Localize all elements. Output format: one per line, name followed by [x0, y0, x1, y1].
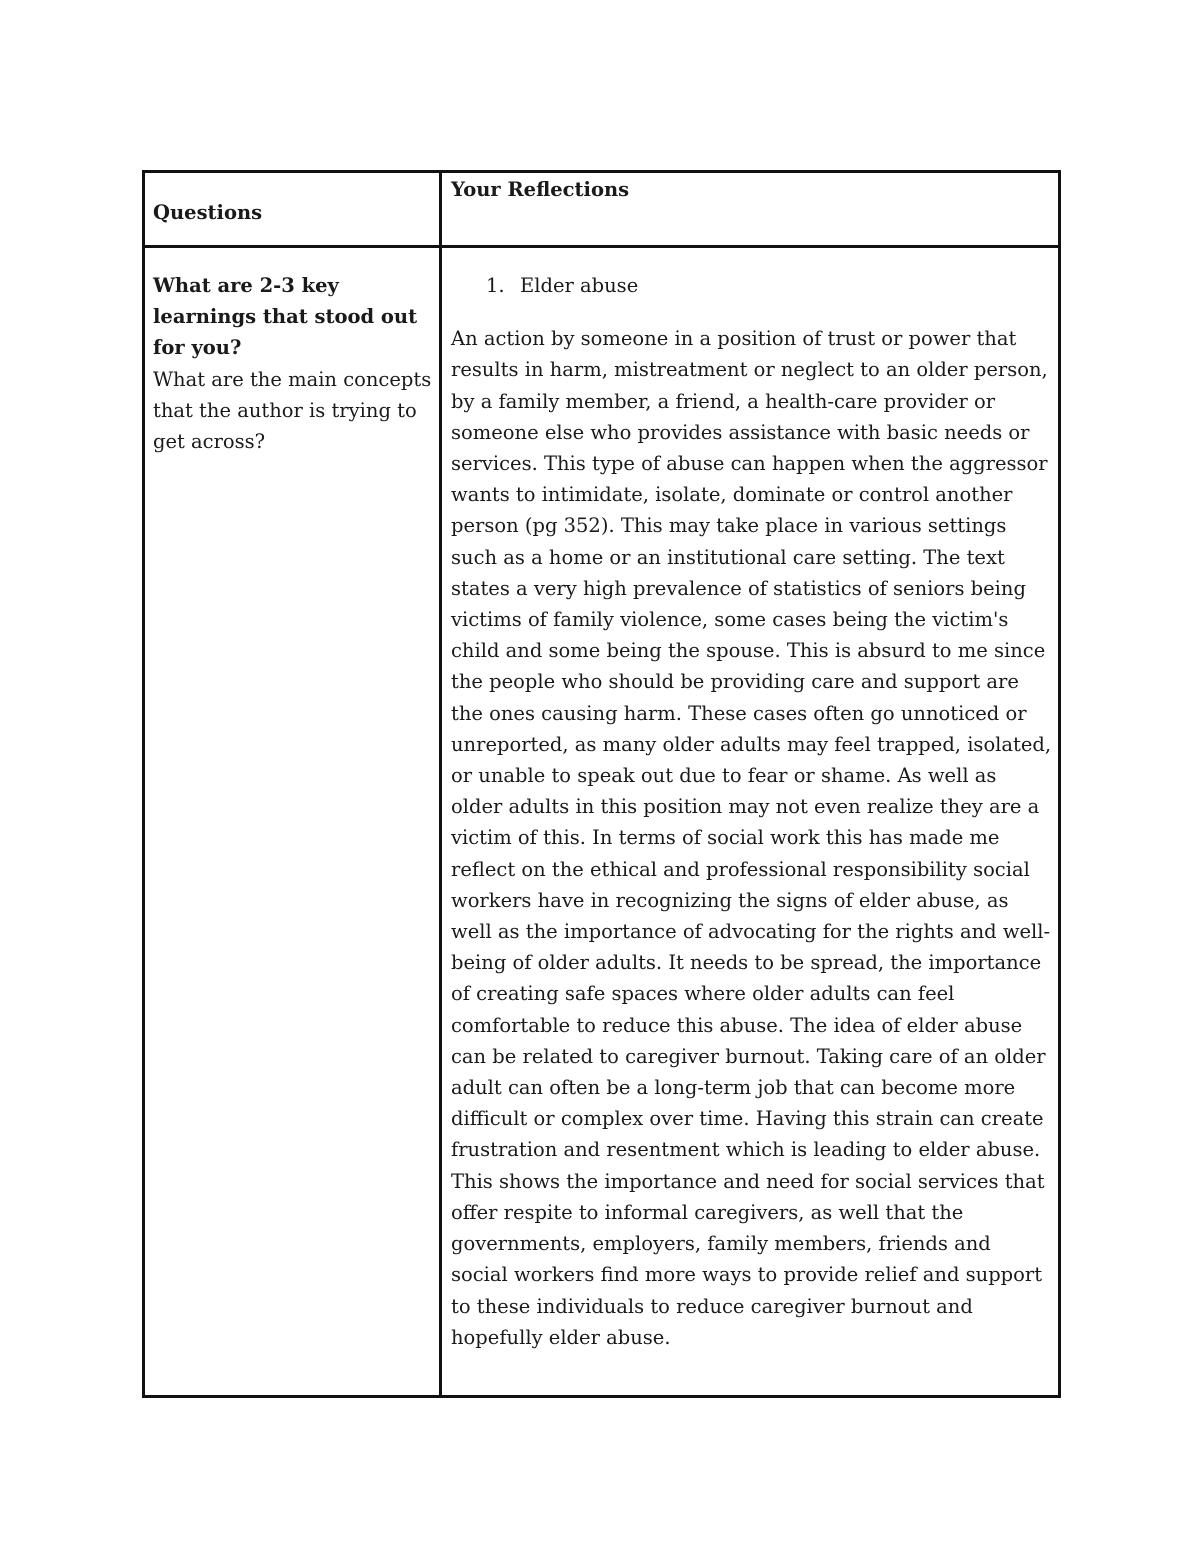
questions-header: Questions: [153, 201, 263, 224]
list-number: 1.: [486, 274, 505, 297]
reflection-table: [142, 170, 1061, 1398]
reflections-header: Your Reflections: [451, 178, 630, 201]
list-item: [451, 270, 1053, 301]
column-divider: [439, 173, 442, 1395]
question-cell: [153, 270, 437, 457]
reflection-cell: [451, 270, 1053, 1353]
reflection-paragraph: An action by someone in a position of trust or power that results in harm, mistreatment or neglect to an older person, by a family member, a friend, a health-care provider or someone else who provides assistance with basic needs or services. This type of abuse can happen when the aggressor wants to intimidate, isolate, dominate or control another person (pg 352). This may take place in various settings such as a home or an institutional care setting. The text states a very high prevalence of statistics of seniors being victims of family violence, some cases being the victim's child and some being the spouse. This is absurd to me since the people who should be providing care and support are the ones causing harm. These cases often go unnoticed or unreported, as many older adults may feel trapped, isolated, or unable to speak out due to fear or shame. As well as older adults in this position may not even realize they are a victim of this. In terms of social work this has made me reflect on the ethical and professional responsibility social workers have in recognizing the signs of elder abuse, as well as the importance of advocating for the rights and well-being of older adults. It needs to be spread, the importance of creating safe spaces where older adults can feel comfortable to reduce this abuse. The idea of elder abuse can be related to caregiver burnout. Taking care of an older adult can often be a long-term job that can become more difficult or complex over time. Having this strain can create frustration and resentment which is leading to elder abuse. This shows the importance and need for social services that offer respite to informal caregivers, as well that the governments, employers, family members, friends and social workers find more ways to provide relief and support to these individuals to reduce caregiver burnout and hopefully elder abuse.: [451, 327, 1052, 1349]
question-heading: What are 2-3 key learnings that stood out for you?: [153, 274, 418, 360]
list-item-text: Elder abuse: [520, 274, 639, 297]
row-divider: [145, 245, 1058, 248]
question-subtext: What are the main concepts that the author is trying to get across?: [153, 367, 432, 454]
